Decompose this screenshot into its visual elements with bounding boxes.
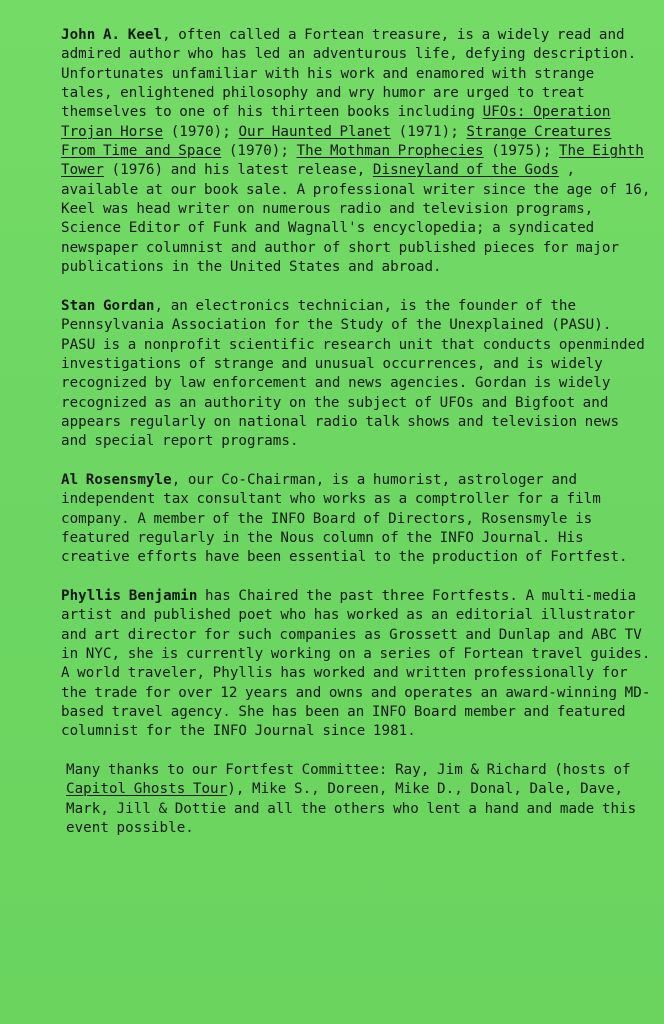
bio-john-keel	[61, 26, 651, 277]
book-title: The Mothman Prophecies	[296, 143, 484, 160]
document-body	[61, 26, 651, 838]
bio-al-rosensmyle	[61, 471, 651, 568]
bio-stan-gordan	[61, 297, 651, 452]
bio-text: , an electronics technician, is the founder of the Pennsylvania Association for the Study of the Unexplained (PASU). PASU is a nonprofit scientific research unit that conducts openminded investigations of strange and unusual occurrences, and is widely recognized by law enforcement and news agencies. Gordan is widely recognized as an authority on the subject of UFOs and Bigfoot and appears regularly on national radio talk shows and television news and special report programs.	[61, 297, 645, 450]
book-title: Our Haunted Planet	[238, 123, 392, 140]
book-title: The Eighth Tower	[61, 143, 644, 179]
bio-phyllis-benjamin	[61, 587, 651, 742]
bio-name: Phyllis Benjamin	[61, 587, 198, 604]
bio-text: , our Co-Chairman, is a humorist, astrologer and independent tax consultant who works as a comptroller for a film company. A member of the INFO Board of Directors, Rosensmyle is featured regularly in the Nous column of the INFO Journal. His creative efforts have been essential to the production of Fortfest.	[61, 471, 628, 566]
bio-text: (1971);	[391, 123, 467, 140]
book-title: UFOs: Operation Trojan Horse	[61, 104, 611, 140]
bio-text: has Chaired the past three Fortfests. A multi-media artist and published poet who has worked as an editorial illustrator and art director for such companies as Grossett and Dunlap and ABC TV in NYC, she is currently working on a series of Fortean travel guides. A world traveler, Phyllis has worked and written professionally for the trade for over 12 years and owns and operates an award-winning MD-based travel agency. She has been an INFO Board member and featured columnist for the INFO Journal since 1981.	[61, 587, 651, 740]
bio-text: (1970);	[221, 143, 297, 160]
bio-name: John A. Keel	[61, 27, 163, 43]
bio-text: (1975);	[483, 143, 559, 160]
tour-title: Capitol Ghosts Tour	[66, 781, 228, 798]
bio-name: Stan Gordan	[61, 297, 155, 314]
bio-text: (1976) and his latest release,	[103, 162, 373, 179]
bio-text: , available at our book sale. A professional writer since the age of 16, Keel was head writer on numerous radio and television programs, Science Editor of Funk and Wagnall's encyclopedia; a syndicated newspaper columnist and author of short published pieces for major publications in the United States and abroad.	[61, 162, 651, 276]
thanks-text: ), Mike S., Doreen, Mike D., Donal, Dale, Dave, Mark, Jill & Dottie and all the others who lent a hand and made this event possible.	[66, 781, 637, 837]
book-title: Strange Creatures From Time and Space	[61, 123, 612, 160]
book-title: Disneyland of the Gods	[372, 162, 559, 179]
acknowledgements	[61, 761, 651, 838]
bio-name: Al Rosensmyle	[61, 471, 172, 488]
bio-text: (1970);	[163, 123, 239, 140]
bio-text: , often called a Fortean treasure, is a widely read and admired author who has led an adventurous life, defying description. Unfortunates unfamiliar with his work and enamored with strange tales, enlightened philosophy and wry humor are urged to treat themselves to one of his thirteen books including	[61, 27, 637, 121]
thanks-text: Many thanks to our Fortfest Committee: Ray, Jim & Richard (hosts of	[66, 762, 631, 779]
